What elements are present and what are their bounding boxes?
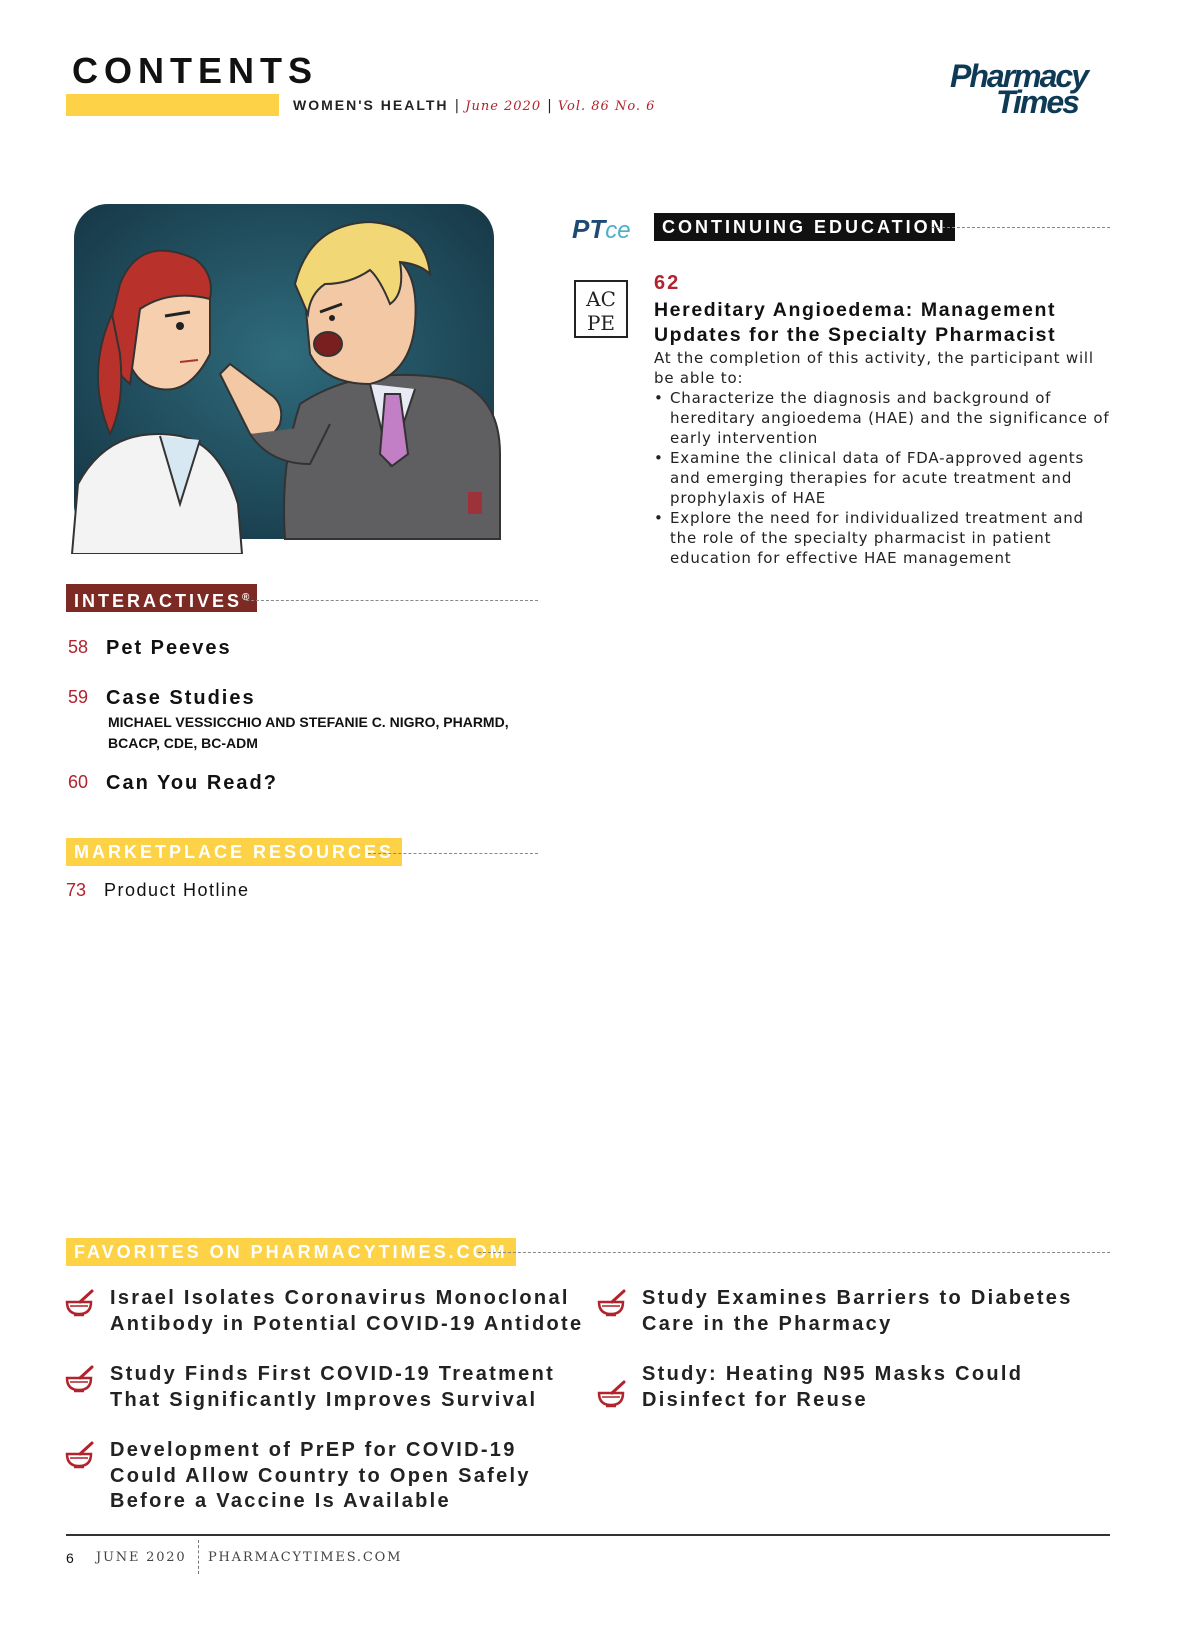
entry-title: Case Studies — [106, 687, 256, 709]
favorite-title: Study: Heating N95 Masks Could Disinfect for Reuse — [642, 1363, 1024, 1411]
favorite-title: Israel Isolates Coronavirus Monoclonal Antibody in Potential COVID-19 Antidote — [110, 1287, 584, 1335]
section-divider — [368, 853, 538, 854]
page-title: CONTENTS — [72, 50, 318, 91]
title-underline-bar — [66, 94, 279, 116]
favorite-title: Development of PrEP for COVID-19 Could Allow Country to Open Safely Before a Vaccine Is Available — [110, 1439, 531, 1512]
entry-byline: MICHAEL VESSICCHIO AND STEFANIE C. NIGRO, PHARMD, BCACP, CDE, BC-ADM — [108, 714, 509, 751]
ce-page-number: 62 — [654, 272, 681, 294]
section-label-favorites: FAVORITES ON PHARMACYTIMES.COM — [66, 1238, 516, 1266]
pharmacy-times-logo[interactable] — [944, 58, 1116, 122]
toc-entry-can-you-read[interactable] — [68, 772, 278, 795]
favorite-link[interactable] — [64, 1438, 584, 1515]
acpe-logo-mark — [576, 282, 626, 336]
logo-line-1: Pharmacy — [950, 58, 1087, 94]
section-label-marketplace: MARKETPLACE RESOURCES — [66, 838, 402, 866]
section-label-interactives — [66, 584, 257, 612]
toc-entry-case-studies[interactable] — [68, 687, 256, 710]
favorite-link[interactable] — [596, 1286, 1106, 1337]
issue-section: WOMEN'S HEALTH — [293, 97, 449, 113]
entry-page-number: 73 — [66, 880, 87, 900]
toc-entry-pet-peeves[interactable] — [68, 637, 232, 660]
entry-page-number: 60 — [68, 772, 89, 792]
favorite-title: Study Examines Barriers to Diabetes Care in the Pharmacy — [642, 1287, 1073, 1335]
footer-date: JUNE 2020 — [96, 1550, 187, 1565]
ptce-logo — [572, 214, 631, 245]
entry-page-number: 58 — [68, 637, 89, 657]
mortar-pestle-icon — [596, 1288, 628, 1320]
mortar-pestle-icon — [64, 1288, 96, 1320]
svg-text:AC: AC — [586, 287, 616, 311]
section-divider — [478, 1252, 1110, 1253]
section-label-continuing-education: CONTINUING EDUCATION — [654, 213, 955, 241]
entry-page-number: 59 — [68, 687, 89, 707]
acpe-logo — [574, 280, 628, 338]
ptce-logo-ce: ce — [605, 217, 631, 244]
separator: | — [547, 98, 552, 114]
list-item: • Examine the clinical data of FDA-approved agents and emerging therapies for acute treatment and prophylaxis of HAE — [654, 448, 1110, 508]
ce-objectives-list — [654, 388, 1110, 568]
registered-mark: ® — [242, 592, 250, 603]
section-divider — [932, 227, 1110, 228]
cartoon-illustration — [70, 204, 516, 554]
footer-page-number: 6 — [66, 1550, 76, 1566]
separator: | — [454, 98, 460, 114]
issue-date: June 2020 — [465, 99, 542, 114]
interactives-label-text: INTERACTIVES — [74, 591, 243, 611]
logo-line-2: Times — [996, 84, 1078, 120]
favorite-title: Study Finds First COVID-19 Treatment That Significantly Improves Survival — [110, 1363, 556, 1411]
list-item: • Explore the need for individualized treatment and the role of the specialty pharmacist in patient education for effective HAE management — [654, 508, 1110, 568]
favorite-link[interactable] — [64, 1286, 584, 1337]
section-divider — [246, 600, 538, 601]
entry-title: Pet Peeves — [106, 637, 232, 659]
mortar-pestle-icon — [64, 1440, 96, 1472]
footer-divider — [198, 1540, 199, 1574]
favorite-link[interactable] — [596, 1362, 1106, 1413]
mortar-pestle-icon — [596, 1379, 628, 1411]
toc-entry-product-hotline[interactable] — [66, 880, 250, 901]
issue-info — [293, 97, 655, 114]
issue-volume: Vol. 86 No. 6 — [557, 99, 656, 114]
entry-title: Product Hotline — [104, 880, 250, 900]
svg-text:PE: PE — [586, 311, 616, 335]
footer-rule — [66, 1534, 1110, 1536]
mortar-pestle-icon — [64, 1364, 96, 1396]
footer-site[interactable]: PHARMACYTIMES.COM — [208, 1550, 403, 1565]
favorite-link[interactable] — [64, 1362, 584, 1413]
list-item: • Characterize the diagnosis and background of hereditary angioedema (HAE) and the significance of early intervention — [654, 388, 1110, 448]
entry-title: Can You Read? — [106, 772, 278, 794]
ce-article-title[interactable]: Hereditary Angioedema: Management Updates for the Specialty Pharmacist — [654, 299, 1057, 346]
ce-intro: At the completion of this activity, the participant will be able to: — [654, 349, 1094, 387]
ptce-logo-main: PT — [572, 214, 606, 244]
